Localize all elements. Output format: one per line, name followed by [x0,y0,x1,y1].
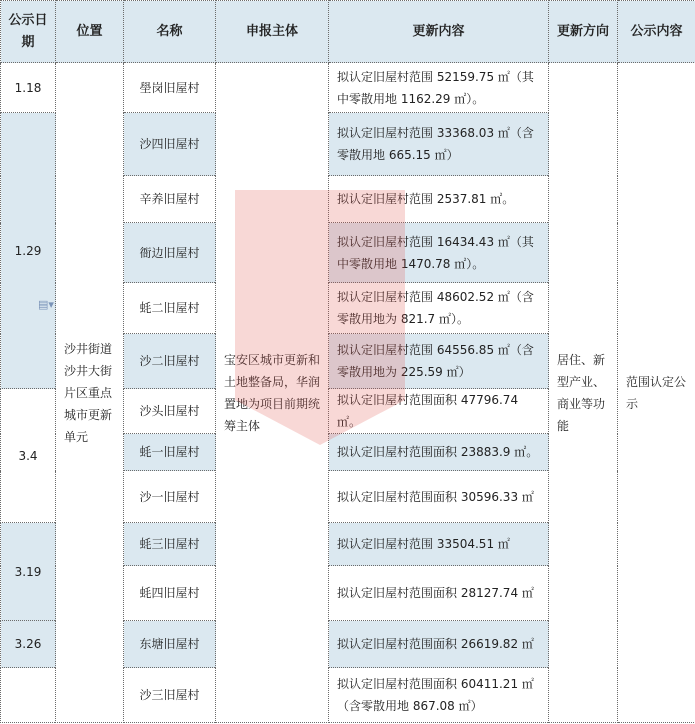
header-applicant: 申报主体 [216,1,329,63]
date-cell: 1.29 [1,113,56,389]
date-cell: 3.4 [1,389,56,523]
name-cell: 蚝三旧屋村 [124,523,216,566]
date-cell: 3.19 [1,523,56,621]
header-notice: 公示内容 [618,1,695,63]
date-cell: 1.18 [1,63,56,113]
applicant-cell: 宝安区城市更新和土地整备局，华润置地为项目前期统筹主体 [216,63,329,723]
notice-cell: 范围认定公示 [618,63,695,723]
header-date: 公示日期 [1,1,56,63]
content-cell: 拟认定旧屋村范围 2537.81 ㎡。 [329,176,549,223]
name-cell: 蚝四旧屋村 [124,566,216,621]
location-cell: 沙井街道沙井大街片区重点城市更新单元 [56,63,124,723]
name-cell: 衙边旧屋村 [124,223,216,283]
table-row [1,63,695,113]
header-location: 位置 [56,1,124,63]
content-cell: 拟认定旧屋村范围 64556.85 ㎡（含零散用地为 225.59 ㎡） [329,334,549,389]
direction-cell: 居住、新型产业、商业等功能 [549,63,618,723]
header-name: 名称 [124,1,216,63]
name-cell: 壆岗旧屋村 [124,63,216,113]
name-cell: 蚝一旧屋村 [124,434,216,471]
header-direction: 更新方向 [549,1,618,63]
content-cell: 拟认定旧屋村范围面积 28127.74 ㎡ [329,566,549,621]
content-cell: 拟认定旧屋村范围 33368.03 ㎡（含零散用地 665.15 ㎡） [329,113,549,176]
content-cell: 拟认定旧屋村范围面积 47796.74 ㎡。 [329,389,549,434]
header-row [1,1,695,63]
name-cell: 蚝二旧屋村 [124,283,216,334]
name-cell: 东塘旧屋村 [124,621,216,668]
content-cell: 拟认定旧屋村范围面积 23883.9 ㎡。 [329,434,549,471]
name-cell: 辛养旧屋村 [124,176,216,223]
name-cell: 沙一旧屋村 [124,471,216,523]
name-cell: 沙头旧屋村 [124,389,216,434]
date-cell-empty [1,668,56,723]
date-cell: 3.26 [1,621,56,668]
content-cell: 拟认定旧屋村范围面积 26619.82 ㎡ [329,621,549,668]
content-cell: 拟认定旧屋村范围 52159.75 ㎡（其中零散用地 1162.29 ㎡）。 [329,63,549,113]
document-icon: ▤▾ [38,298,54,311]
content-cell: 拟认定旧屋村范围面积 60411.21 ㎡（含零散用地 867.08 ㎡） [329,668,549,723]
content-cell: 拟认定旧屋村范围 16434.43 ㎡（其中零散用地 1470.78 ㎡）。 [329,223,549,283]
header-content: 更新内容 [329,1,549,63]
content-cell: 拟认定旧屋村范围面积 30596.33 ㎡ [329,471,549,523]
name-cell: 沙二旧屋村 [124,334,216,389]
name-cell: 沙三旧屋村 [124,668,216,723]
name-cell: 沙四旧屋村 [124,113,216,176]
content-cell: 拟认定旧屋村范围 33504.51 ㎡ [329,523,549,566]
content-cell: 拟认定旧屋村范围 48602.52 ㎡（含零散用地为 821.7 ㎡）。 [329,283,549,334]
